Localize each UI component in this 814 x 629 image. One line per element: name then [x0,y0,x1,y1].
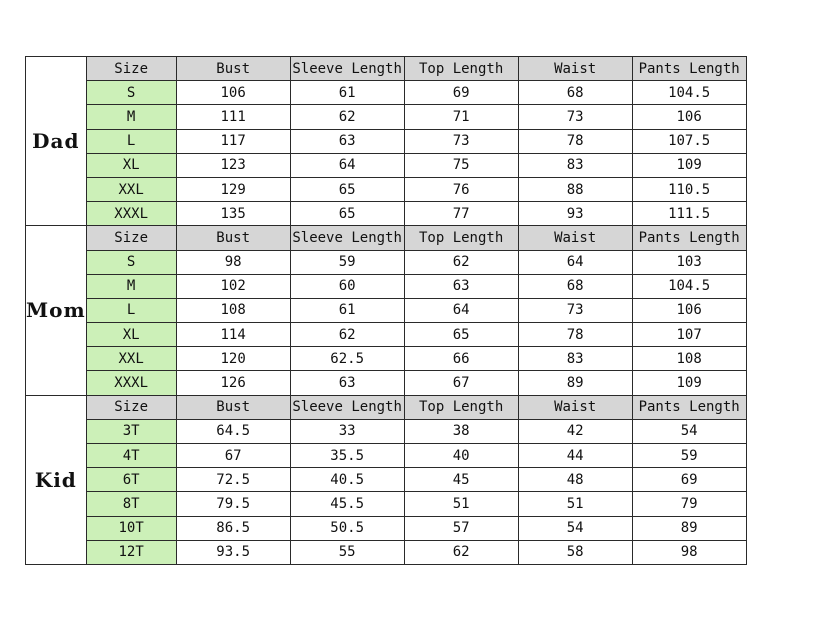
waist-cell: 89 [518,371,632,395]
top-length-cell: 65 [404,323,518,347]
size-cell: 8T [86,492,176,516]
pants-length-cell: 54 [632,419,746,443]
pants-length-cell: 107 [632,323,746,347]
bust-cell: 106 [176,81,290,105]
top-length-cell: 51 [404,492,518,516]
column-header-waist: Waist [518,57,632,81]
header-row-kid [26,395,747,419]
pants-length-cell: 89 [632,516,746,540]
table-row [26,105,747,129]
bust-cell: 102 [176,274,290,298]
sleeve-length-cell: 62 [290,323,404,347]
size-cell: 6T [86,468,176,492]
table-row [26,444,747,468]
sleeve-length-cell: 35.5 [290,444,404,468]
bust-cell: 117 [176,129,290,153]
bust-cell: 98 [176,250,290,274]
column-header-waist: Waist [518,395,632,419]
pants-length-cell: 69 [632,468,746,492]
table-row [26,250,747,274]
top-length-cell: 75 [404,153,518,177]
table-row [26,323,747,347]
bust-cell: 86.5 [176,516,290,540]
waist-cell: 42 [518,419,632,443]
waist-cell: 58 [518,540,632,564]
pants-length-cell: 104.5 [632,274,746,298]
top-length-cell: 66 [404,347,518,371]
sleeve-length-cell: 55 [290,540,404,564]
size-cell: XL [86,153,176,177]
column-header-sleeve-length: Sleeve Length [290,395,404,419]
waist-cell: 44 [518,444,632,468]
size-cell: S [86,250,176,274]
pants-length-cell: 106 [632,105,746,129]
bust-cell: 120 [176,347,290,371]
size-cell: L [86,129,176,153]
top-length-cell: 57 [404,516,518,540]
sleeve-length-cell: 50.5 [290,516,404,540]
top-length-cell: 63 [404,274,518,298]
size-cell: L [86,298,176,322]
waist-cell: 73 [518,105,632,129]
bust-cell: 108 [176,298,290,322]
table-row [26,540,747,564]
table-row [26,492,747,516]
size-cell: S [86,81,176,105]
size-cell: 3T [86,419,176,443]
size-cell: 4T [86,444,176,468]
bust-cell: 123 [176,153,290,177]
column-header-pants-length: Pants Length [632,226,746,250]
pants-length-cell: 106 [632,298,746,322]
sleeve-length-cell: 65 [290,177,404,201]
top-length-cell: 76 [404,177,518,201]
size-cell: XXXL [86,371,176,395]
header-row-dad [26,57,747,81]
sleeve-length-cell: 61 [290,298,404,322]
sleeve-length-cell: 63 [290,371,404,395]
size-chart-table [25,56,747,565]
bust-cell: 64.5 [176,419,290,443]
table-row [26,347,747,371]
column-header-waist: Waist [518,226,632,250]
sleeve-length-cell: 40.5 [290,468,404,492]
bust-cell: 129 [176,177,290,201]
header-row-mom [26,226,747,250]
waist-cell: 93 [518,202,632,226]
pants-length-cell: 104.5 [632,81,746,105]
size-cell: XXL [86,347,176,371]
pants-length-cell: 79 [632,492,746,516]
table-row [26,129,747,153]
table-row [26,371,747,395]
bust-cell: 111 [176,105,290,129]
bust-cell: 72.5 [176,468,290,492]
group-label-kid: Kid [26,395,87,564]
table-row [26,274,747,298]
top-length-cell: 71 [404,105,518,129]
waist-cell: 83 [518,347,632,371]
column-header-size: Size [86,395,176,419]
waist-cell: 78 [518,129,632,153]
pants-length-cell: 107.5 [632,129,746,153]
group-label-mom: Mom [26,226,87,395]
table-row [26,419,747,443]
top-length-cell: 77 [404,202,518,226]
pants-length-cell: 109 [632,371,746,395]
column-header-size: Size [86,226,176,250]
column-header-top-length: Top Length [404,226,518,250]
column-header-size: Size [86,57,176,81]
sleeve-length-cell: 62.5 [290,347,404,371]
sleeve-length-cell: 63 [290,129,404,153]
bust-cell: 114 [176,323,290,347]
top-length-cell: 64 [404,298,518,322]
pants-length-cell: 110.5 [632,177,746,201]
waist-cell: 83 [518,153,632,177]
top-length-cell: 67 [404,371,518,395]
waist-cell: 88 [518,177,632,201]
waist-cell: 51 [518,492,632,516]
pants-length-cell: 98 [632,540,746,564]
table-row [26,153,747,177]
top-length-cell: 45 [404,468,518,492]
size-cell: 10T [86,516,176,540]
waist-cell: 68 [518,81,632,105]
column-header-pants-length: Pants Length [632,57,746,81]
bust-cell: 135 [176,202,290,226]
table-row [26,177,747,201]
size-cell: M [86,105,176,129]
size-cell: XXL [86,177,176,201]
pants-length-cell: 103 [632,250,746,274]
pants-length-cell: 111.5 [632,202,746,226]
size-cell: XXXL [86,202,176,226]
table-row [26,468,747,492]
sleeve-length-cell: 33 [290,419,404,443]
column-header-pants-length: Pants Length [632,395,746,419]
table-row [26,298,747,322]
column-header-bust: Bust [176,395,290,419]
top-length-cell: 73 [404,129,518,153]
column-header-top-length: Top Length [404,395,518,419]
top-length-cell: 62 [404,250,518,274]
bust-cell: 67 [176,444,290,468]
table-row [26,202,747,226]
table-row [26,516,747,540]
group-label-dad: Dad [26,57,87,226]
sleeve-length-cell: 62 [290,105,404,129]
bust-cell: 126 [176,371,290,395]
size-cell: 12T [86,540,176,564]
top-length-cell: 69 [404,81,518,105]
sleeve-length-cell: 59 [290,250,404,274]
column-header-bust: Bust [176,57,290,81]
pants-length-cell: 108 [632,347,746,371]
column-header-sleeve-length: Sleeve Length [290,57,404,81]
sleeve-length-cell: 64 [290,153,404,177]
pants-length-cell: 59 [632,444,746,468]
top-length-cell: 62 [404,540,518,564]
column-header-top-length: Top Length [404,57,518,81]
column-header-sleeve-length: Sleeve Length [290,226,404,250]
waist-cell: 48 [518,468,632,492]
sleeve-length-cell: 65 [290,202,404,226]
bust-cell: 79.5 [176,492,290,516]
size-cell: M [86,274,176,298]
sleeve-length-cell: 61 [290,81,404,105]
waist-cell: 68 [518,274,632,298]
sleeve-length-cell: 60 [290,274,404,298]
top-length-cell: 40 [404,444,518,468]
table-row [26,81,747,105]
column-header-bust: Bust [176,226,290,250]
sleeve-length-cell: 45.5 [290,492,404,516]
size-cell: XL [86,323,176,347]
waist-cell: 54 [518,516,632,540]
bust-cell: 93.5 [176,540,290,564]
pants-length-cell: 109 [632,153,746,177]
waist-cell: 64 [518,250,632,274]
waist-cell: 73 [518,298,632,322]
waist-cell: 78 [518,323,632,347]
top-length-cell: 38 [404,419,518,443]
